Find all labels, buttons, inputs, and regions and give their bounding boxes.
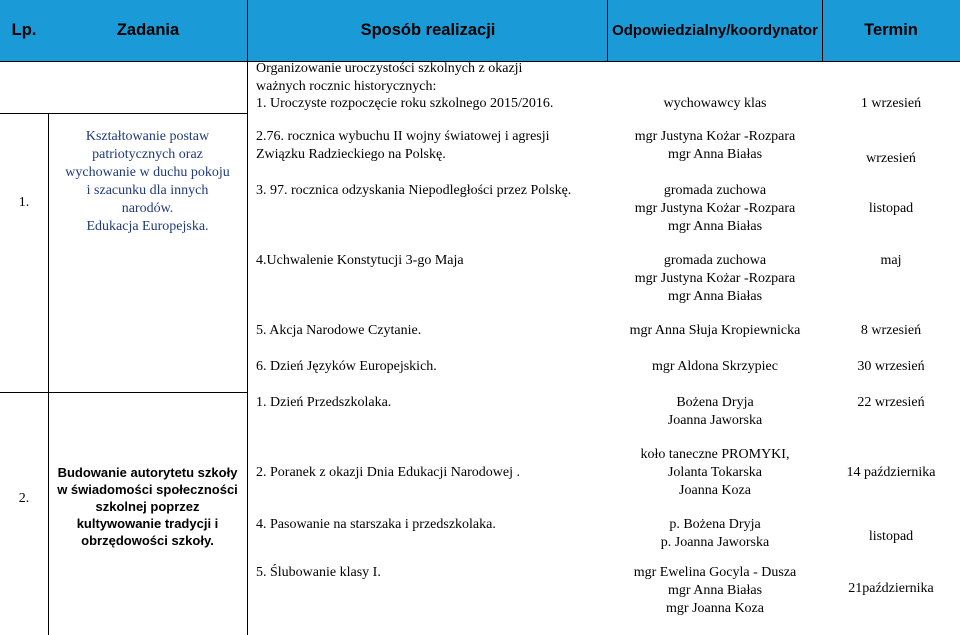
s1-row3-resp-1: gromada zuchowa [663,253,767,268]
s1-row5-term: 30 wrzesień [857,359,925,374]
s1-row5-text-1: 6. Dzień Języków Europejskich. [256,359,437,374]
intro-line-2: ważnych rocznic historycznych: [256,79,437,94]
s1-row3-resp-2: mgr Justyna Kożar -Rozpara [634,271,796,286]
intro-term: 1 wrzesień [860,96,922,111]
s1-row1-resp-2: mgr Anna Białas [667,147,763,162]
s2-row4-term: 21października [848,581,934,596]
header-zadania: Zadania [116,21,180,39]
s2-row1-text-1: 1. Dzień Przedszkolaka. [256,395,392,410]
intro-line-3: 1. Uroczyste rozpoczęcie roku szkolnego 2015/2016. [256,96,554,111]
section2-number: 2. [18,491,30,506]
s1-row2-resp-3: mgr Anna Białas [667,219,763,234]
s1-row3-term: maj [880,253,902,268]
section1-number: 1. [18,195,30,210]
s2-row3-resp-2: p. Joanna Jaworska [660,535,770,550]
header-lp: Lp. [11,21,37,39]
s2-row4-resp-2: mgr Anna Białas [667,583,763,598]
s2-row2-text-1: 2. Poranek z okazji Dnia Edukacji Narodowej . [256,465,520,480]
s1-row3-text-1: 4.Uchwalenie Konstytucji 3-go Maja [256,253,464,268]
s2-row4-resp-1: mgr Ewelina Gocyla - Dusza [633,565,797,580]
header-odpowiedzialny: Odpowiedzialny/koordynator [612,22,818,39]
s2-row2-resp-1: koło taneczne PROMYKI, [640,447,790,462]
s2-row2-resp-2: Jolanta Tokarska [667,465,762,480]
s2-row3-text-1: 4. Pasowanie na starszaka i przedszkolaka. [256,517,496,532]
s2-row4-text-1: 5. Ślubowanie klasy I. [256,565,381,580]
s1-row5-resp-1: mgr Aldona Skrzypiec [652,359,778,374]
header-termin: Termin [864,21,918,39]
grid-line [247,0,248,635]
s2-row4-resp-3: mgr Joanna Koza [666,601,764,616]
s1-row1-resp-1: mgr Justyna Kożar -Rozpara [634,129,796,144]
s2-row3-resp-1: p. Bożena Dryja [669,517,761,532]
s1-row4-text-1: 5. Akcja Narodowe Czytanie. [256,323,422,338]
s1-row2-text-1: 3. 97. rocznica odzyskania Niepodległości przez Polskę. [256,183,572,198]
grid-line [607,0,608,61]
s1-row1-term: wrzesień [866,151,916,166]
s1-row3-resp-3: mgr Anna Białas [667,289,763,304]
grid-line [822,0,823,61]
s2-row1-resp-1: Bożena Dryja [676,395,754,410]
s1-row4-resp-1: mgr Anna Słuja Kropiewnicka [629,323,801,338]
s2-row2-term: 14 października [846,465,936,480]
s2-row1-term: 22 wrzesień [857,395,925,410]
s1-row2-resp-1: gromada zuchowa [663,183,767,198]
section1-task: Kształtowanie postaw patriotycznych oraz wychowanie w duchu pokoju i szacunku dla innych narodów. Edukacja Europejska. [65,129,230,234]
intro-responsible: wychowawcy klas [663,96,767,111]
s1-row4-term: 8 wrzesień [860,323,922,338]
grid-line [0,113,248,114]
s1-row1-text-2: Związku Radzieckiego na Polskę. [256,147,446,162]
s1-row2-resp-2: mgr Justyna Kożar -Rozpara [634,201,796,216]
s2-row1-resp-2: Joanna Jaworska [667,413,763,428]
intro-line-1: Organizowanie uroczystości szkolnych z okazji [256,61,523,76]
s2-row3-term: listopad [868,529,914,544]
grid-line [0,392,248,393]
s1-row2-term: listopad [868,201,914,216]
section2-task: Budowanie autorytetu szkoły w świadomości społeczności szkolnej poprzez kultywowanie tradycji i obrzędowości szkoły. [57,465,238,548]
header-sposob: Sposób realizacji [360,21,496,39]
s1-row1-text-1: 2.76. rocznica wybuchu II wojny światowej i agresji [256,129,550,144]
s2-row2-resp-3: Joanna Koza [679,483,751,498]
